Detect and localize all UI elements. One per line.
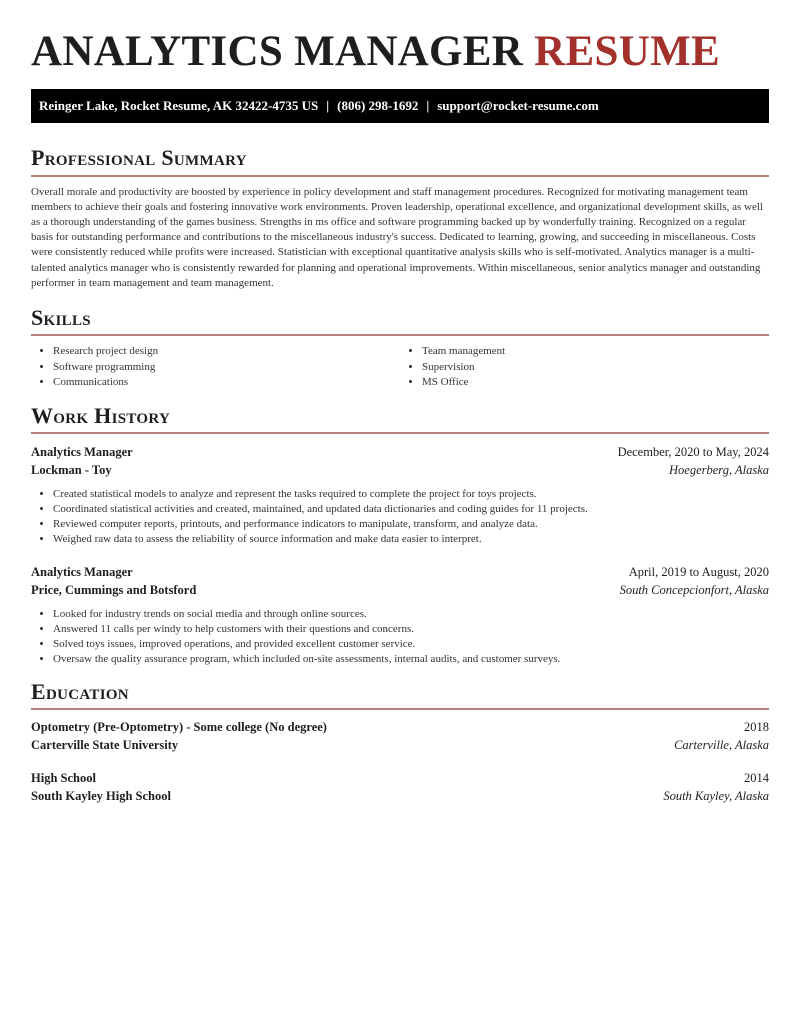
title-accent: RESUME xyxy=(534,28,720,75)
job-bullet: • Looked for industry trends on social media and through online sources. xyxy=(53,607,769,622)
skill-item: • Supervision xyxy=(422,360,769,376)
job-header-row xyxy=(31,563,769,581)
job-location: South Concepcionfort, Alaska xyxy=(619,583,769,598)
contact-bar xyxy=(31,89,769,123)
education-location: Carterville, Alaska xyxy=(674,738,769,753)
job-header-row xyxy=(31,443,769,461)
education-school-row xyxy=(31,736,769,754)
section-divider xyxy=(31,175,769,177)
section-divider xyxy=(31,432,769,434)
summary-section xyxy=(31,145,769,291)
contact-address: Reinger Lake, Rocket Resume, AK 32422-4735 US xyxy=(39,98,319,114)
contact-separator: | xyxy=(326,98,330,114)
job-bullet: • Created statistical models to analyze and represent the tasks required to complete the project for toys projects. xyxy=(53,487,769,502)
job-location: Hoegerberg, Alaska xyxy=(669,463,769,478)
education-school: South Kayley High School xyxy=(31,789,171,804)
skill-item: • Research project design xyxy=(53,344,400,360)
summary-text: Overall morale and productivity are boosted by experience in policy development and staff management procedures. Recognized for motivating management team members to achieve their goals and fostering innovative work environments. Proven leadership, operational excellence, and organizational development skills, as well as a thorough understanding of the games business. Strengths in ms office and software programming backed up by wonderfully training. Recognized on a regular basis for outstanding performance and contributions to the miscellaneous industry's success. Dedicated to learning, growing, and succeeding in miscellaneous. Costs were consistently reduced while profits were increased. Statistician with exceptional quantitative analysis skills who is self-motivated. Analytics manager is a multi-talented analytics manager who is consistently rewarded for planning and operational improvements. Within miscellaneous, senior analytics manager and outstanding performer in team management and team management. xyxy=(31,185,763,289)
title-main: ANALYTICS MANAGER xyxy=(31,28,524,75)
section-heading-summary: Professional Summary xyxy=(31,145,247,171)
job-company-row xyxy=(31,581,769,599)
job-bullet: • Answered 11 calls per windy to help customers with their questions and concerns. xyxy=(53,622,769,637)
resume-title xyxy=(31,0,769,75)
education-degree-row xyxy=(31,718,769,736)
skill-item: • Communications xyxy=(53,375,400,391)
education-degree-row xyxy=(31,769,769,787)
contact-separator: | xyxy=(426,98,430,114)
job-bullets xyxy=(31,607,769,667)
education-school-row xyxy=(31,787,769,805)
work-history-section xyxy=(31,403,769,667)
skill-item: • Team management xyxy=(422,344,769,360)
job-bullets xyxy=(31,487,769,547)
skills-section xyxy=(31,305,769,391)
education-year: 2014 xyxy=(744,771,769,786)
contact-email[interactable]: support@rocket-resume.com xyxy=(437,98,599,114)
section-heading-skills: Skills xyxy=(31,305,91,331)
job-title: Analytics Manager xyxy=(31,565,133,580)
skill-item: • Software programming xyxy=(53,360,400,376)
job-bullet: • Solved toys issues, improved operations, and provided excellent customer service. xyxy=(53,637,769,652)
section-divider xyxy=(31,334,769,336)
education-location: South Kayley, Alaska xyxy=(663,789,769,804)
section-divider xyxy=(31,708,769,710)
education-school: Carterville State University xyxy=(31,738,179,753)
job-bullet: • Reviewed computer reports, printouts, and performance indicators to manipulate, transform, and analyze data. xyxy=(53,517,769,532)
job-company: Lockman - Toy xyxy=(31,463,112,478)
education-entry xyxy=(31,769,769,805)
job-dates: April, 2019 to August, 2020 xyxy=(628,565,769,580)
job-entry xyxy=(31,443,769,547)
skills-column-left xyxy=(31,344,400,391)
education-year: 2018 xyxy=(744,720,769,735)
job-dates: December, 2020 to May, 2024 xyxy=(617,445,769,460)
job-bullet: • Oversaw the quality assurance program, which included on-site assessments, internal audits, and customer surveys. xyxy=(53,652,769,667)
job-company-row xyxy=(31,461,769,479)
job-bullet: • Coordinated statistical activities and created, maintained, and updated data dictionaries and coding guides for 11 projects. xyxy=(53,502,769,517)
job-company: Price, Cummings and Botsford xyxy=(31,583,197,598)
skills-column-right xyxy=(400,344,769,391)
education-entry xyxy=(31,718,769,754)
job-title: Analytics Manager xyxy=(31,445,133,460)
education-section xyxy=(31,679,769,805)
job-entry xyxy=(31,563,769,667)
education-degree: High School xyxy=(31,771,96,786)
contact-phone: (806) 298-1692 xyxy=(337,98,419,114)
skill-item: • MS Office xyxy=(422,375,769,391)
section-heading-work-history: Work History xyxy=(31,402,171,428)
section-heading-education: Education xyxy=(31,679,129,705)
skills-list xyxy=(31,344,769,391)
job-bullet: • Weighed raw data to assess the reliability of source information and make data easier to interpret. xyxy=(53,532,769,547)
education-degree: Optometry (Pre-Optometry) - Some college (No degree) xyxy=(31,720,327,735)
